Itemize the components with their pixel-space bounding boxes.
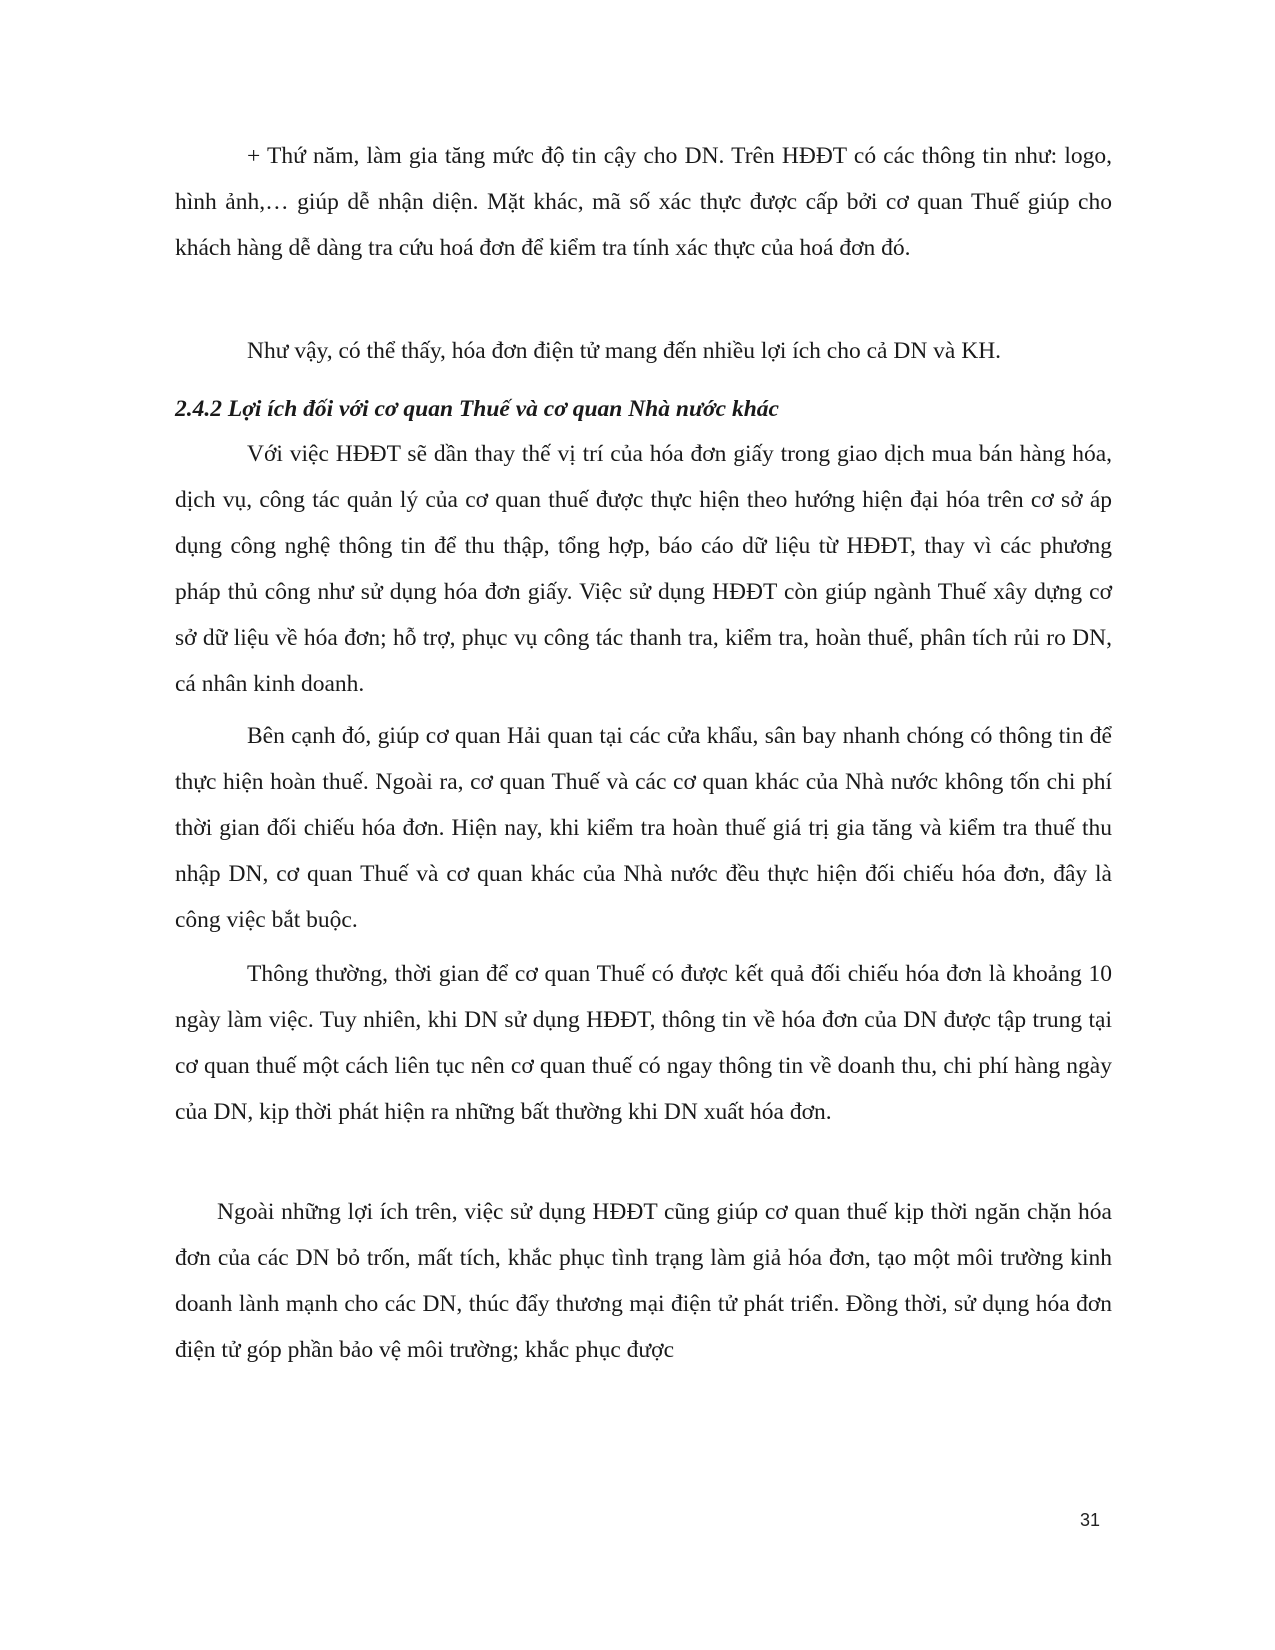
paragraph-customs: Bên cạnh đó, giúp cơ quan Hải quan tại các cửa khẩu, sân bay nhanh chóng có thông tin để thực hiện hoàn thuế. Ngoài ra, cơ quan Thuế và các cơ quan khác của Nhà nước không tốn chi phí thời gian đối chiếu hóa đơn. Hiện nay, khi kiểm tra hoàn thuế giá trị gia tăng và kiểm tra thuế thu nhập DN, cơ quan Thuế và cơ quan khác của Nhà nước đều thực hiện đối chiếu hóa đơn, đây là công việc bắt buộc. bbox=[175, 723, 1112, 933]
paragraph-fifth-benefit: + Thứ năm, làm gia tăng mức độ tin cậy cho DN. Trên HĐĐT có các thông tin như: logo, hình ảnh,… giúp dễ nhận diện. Mặt khác, mã số xác thực được cấp bởi cơ quan Thuế giúp cho khách hàng dễ dàng tra cứu hoá đơn để kiểm tra tính xác thực của hoá đơn đó. bbox=[175, 143, 1112, 261]
paragraph-summary: Như vậy, có thể thấy, hóa đơn điện tử mang đến nhiều lợi ích cho cả DN và KH. bbox=[247, 338, 1002, 364]
paragraph-reconciliation-time: Thông thường, thời gian để cơ quan Thuế có được kết quả đối chiếu hóa đơn là khoảng 10 ngày làm việc. Tuy nhiên, khi DN sử dụng HĐĐT, thông tin về hóa đơn của DN được tập trung tại cơ quan thuế một cách liên tục nên cơ quan thuế có ngay thông tin về doanh thu, chi phí hàng ngày của DN, kịp thời phát hiện ra những bất thường khi DN xuất hóa đơn. bbox=[175, 961, 1112, 1125]
page-number: 31 bbox=[1080, 1510, 1101, 1530]
section-heading: 2.4.2 Lợi ích đối với cơ quan Thuế và cơ quan Nhà nước khác bbox=[175, 396, 779, 422]
paragraph-tax-authority: Với việc HĐĐT sẽ dần thay thế vị trí của hóa đơn giấy trong giao dịch mua bán hàng hóa, dịch vụ, công tác quản lý của cơ quan thuế được thực hiện theo hướng hiện đại hóa trên cơ sở áp dụng công nghệ thông tin để thu thập, tổng hợp, báo cáo dữ liệu từ HĐĐT, thay vì các phương pháp thủ công như sử dụng hóa đơn giấy. Việc sử dụng HĐĐT còn giúp ngành Thuế xây dựng cơ sở dữ liệu về hóa đơn; hỗ trợ, phục vụ công tác thanh tra, kiểm tra, hoàn thuế, phân tích rủi ro DN, cá nhân kinh doanh. bbox=[175, 441, 1112, 697]
paragraph-other-benefits: Ngoài những lợi ích trên, việc sử dụng HĐĐT cũng giúp cơ quan thuế kịp thời ngăn chặn hóa đơn của các DN bỏ trốn, mất tích, khắc phục tình trạng làm giả hóa đơn, tạo một môi trường kinh doanh lành mạnh cho các DN, thúc đẩy thương mại điện tử phát triển. Đồng thời, sử dụng hóa đơn điện tử góp phần bảo vệ môi trường; khắc phục được bbox=[175, 1199, 1112, 1363]
